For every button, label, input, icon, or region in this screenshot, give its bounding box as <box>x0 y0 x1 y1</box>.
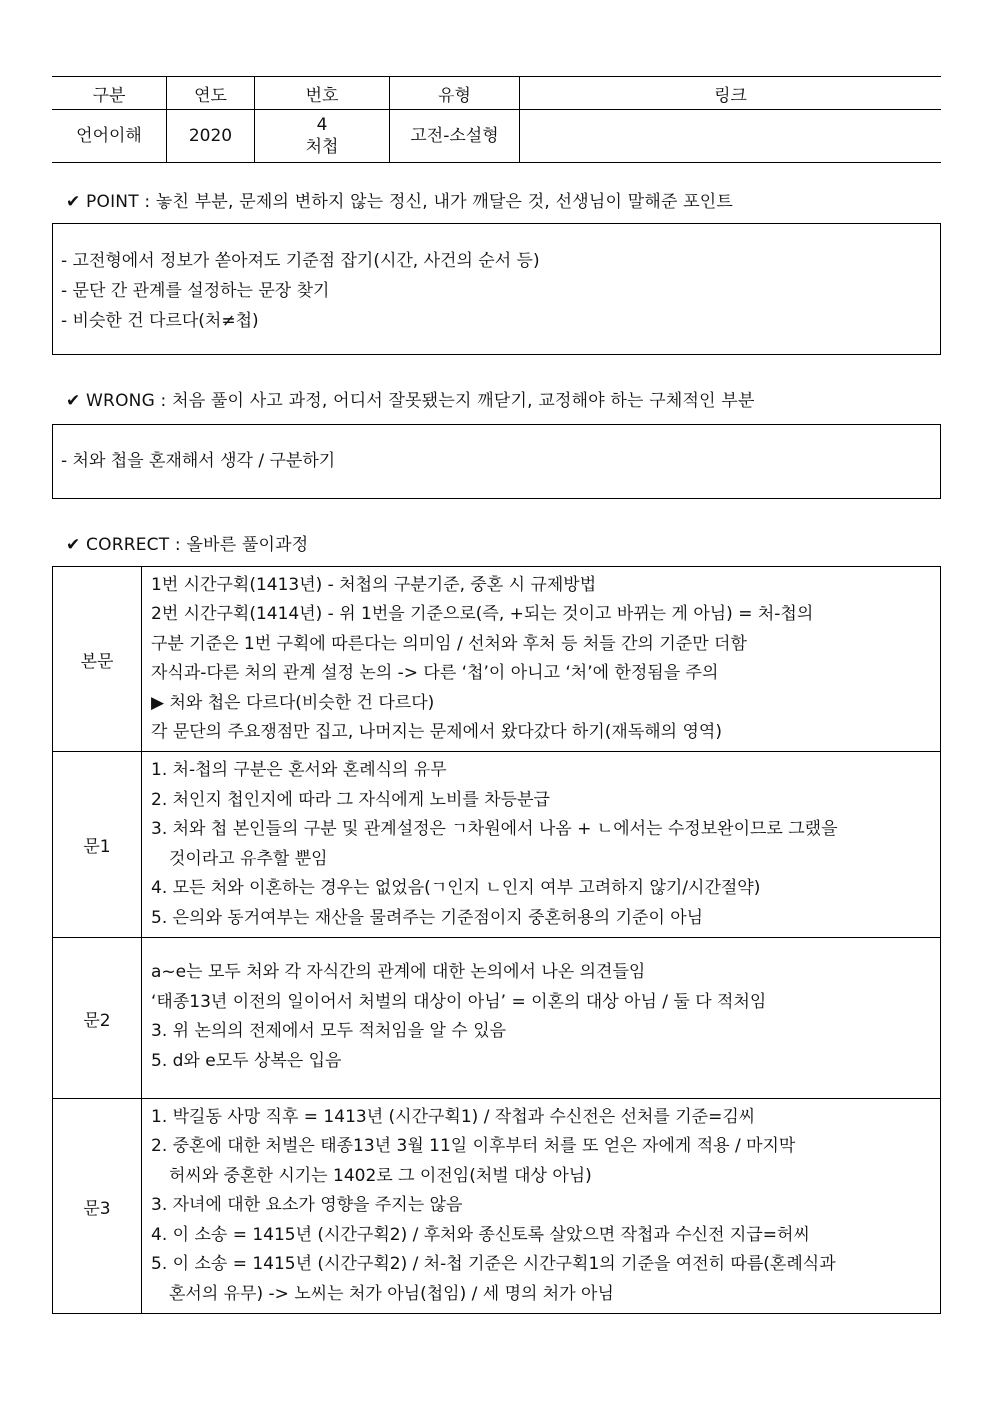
wrong-heading: ✔ WRONG : 처음 풀이 사고 과정, 어디서 잘못됐는지 깨닫기, 교정해야 하는 구체적인 부분 <box>66 391 755 411</box>
number-value: 4 <box>316 115 328 135</box>
section-line: ▶ 처와 첩은 다르다(비슷한 건 다르다) <box>151 692 435 713</box>
header-year: 연도 <box>167 77 255 110</box>
section-q1 <box>53 752 941 938</box>
section-line: 허씨와 중혼한 시기는 1402로 그 이전임(처벌 대상 아님) <box>169 1165 592 1186</box>
section-line: 1. 박길동 사망 직후 = 1413년 (시간구획1) / 작첩과 수신전은 선처를 기준=김씨 <box>151 1106 756 1127</box>
section-line: 것이라고 유추할 뿐임 <box>169 848 328 869</box>
meta-header-row <box>52 77 941 110</box>
section-content <box>142 1099 941 1314</box>
header-type: 유형 <box>390 77 520 110</box>
section-line: 2. 처인지 첩인지에 따라 그 자식에게 노비를 차등분급 <box>151 789 550 810</box>
section-body <box>53 567 941 752</box>
cell-type: 고전-소설형 <box>390 110 520 163</box>
section-line: 2번 시간구획(1414년) - 위 1번을 기준으로(즉, +되는 것이고 바뀌는 게 아님) = 처-첩의 <box>151 604 814 624</box>
section-line: 자식과-다른 처의 관계 설정 논의 -> 다른 ‘첩’이 아니고 ‘처’에 한정됨을 주의 <box>151 663 719 683</box>
point-list <box>53 224 940 336</box>
section-line: 각 문단의 주요쟁점만 집고, 나머지는 문제에서 왔다갔다 하기(재독해의 영역) <box>151 722 722 742</box>
point-box <box>52 223 941 355</box>
section-line: ‘태종13년 이전의 일이어서 처벌의 대상이 아님’ = 이혼의 대상 아님 / 둘 다 적처임 <box>151 991 767 1012</box>
section-label: 본문 <box>53 567 142 752</box>
wrong-list <box>53 425 940 476</box>
section-line: 3. 위 논의의 전제에서 모두 적처임을 알 수 있음 <box>151 1021 507 1041</box>
section-line: 혼서의 유무) -> 노씨는 처가 아님(첩임) / 세 명의 처가 아님 <box>169 1283 614 1304</box>
section-q2 <box>53 938 941 1099</box>
cell-year: 2020 <box>167 110 255 163</box>
cell-link <box>520 110 942 163</box>
point-heading: ✔ POINT : 놓친 부분, 문제의 변하지 않는 정신, 내가 깨달은 것, 선생님이 말해준 포인트 <box>66 192 734 212</box>
point-item: - 비슷한 건 다르다(처≠첩) <box>61 311 259 331</box>
correct-heading: ✔ CORRECT : 올바른 풀이과정 <box>66 535 309 555</box>
section-line: 4. 모든 처와 이혼하는 경우는 없었음(ㄱ인지 ㄴ인지 여부 고려하지 않기/시간절약) <box>151 878 761 898</box>
meta-data-row <box>52 110 941 163</box>
correct-table <box>52 566 941 1314</box>
section-line: 5. 은의와 동거여부는 재산을 물려주는 기준점이지 중혼허용의 기준이 아님 <box>151 907 704 928</box>
section-line: 3. 처와 첩 본인들의 구분 및 관계설정은 ㄱ차원에서 나옴 + ㄴ에서는 수정보완이므로 그랬을 <box>151 819 838 839</box>
section-line: a~e는 모두 처와 각 자식간의 관계에 대한 논의에서 나온 의견들임 <box>151 962 646 982</box>
cell-category: 언어이해 <box>52 110 167 163</box>
section-line: 5. 이 소송 = 1415년 (시간구획2) / 처-첩 기준은 시간구획1의 기준을 여전히 따름(혼례식과 <box>151 1254 836 1275</box>
wrong-box <box>52 424 941 499</box>
wrong-item: - 처와 첩을 혼재해서 생각 / 구분하기 <box>61 451 336 471</box>
number-subtitle: 처첩 <box>305 137 339 157</box>
cell-number <box>255 110 390 163</box>
section-label: 문3 <box>53 1099 142 1314</box>
section-line: 구분 기준은 1번 구획에 따른다는 의미임 / 선처와 후처 등 처들 간의 기준만 더함 <box>151 633 747 654</box>
point-item: - 문단 간 관계를 설정하는 문장 찾기 <box>61 281 330 301</box>
section-label: 문1 <box>53 752 142 938</box>
section-line: 4. 이 소송 = 1415년 (시간구획2) / 후처와 종신토록 살았으면 작첩과 수신전 지급=허씨 <box>151 1224 810 1245</box>
section-line: 1번 시간구획(1413년) - 처첩의 구분기준, 중혼 시 규제방법 <box>151 574 597 595</box>
header-category: 구분 <box>52 77 167 110</box>
header-link: 링크 <box>520 77 942 110</box>
section-content <box>142 567 941 752</box>
meta-table <box>52 76 941 163</box>
section-content <box>142 752 941 938</box>
section-line: 3. 자녀에 대한 요소가 영향을 주지는 않음 <box>151 1195 463 1216</box>
section-content <box>142 938 941 1099</box>
section-line: 5. d와 e모두 상복은 입음 <box>151 1050 342 1071</box>
section-label: 문2 <box>53 938 142 1099</box>
section-line: 1. 처-첩의 구분은 혼서와 혼례식의 유무 <box>151 760 447 780</box>
section-q3 <box>53 1099 941 1314</box>
section-line: 2. 중혼에 대한 처벌은 태종13년 3월 11일 이후부터 처를 또 얻은 자에게 적용 / 마지막 <box>151 1136 796 1157</box>
point-item: - 고전형에서 정보가 쏟아져도 기준점 잡기(시간, 사건의 순서 등) <box>61 251 540 271</box>
header-number: 번호 <box>255 77 390 110</box>
